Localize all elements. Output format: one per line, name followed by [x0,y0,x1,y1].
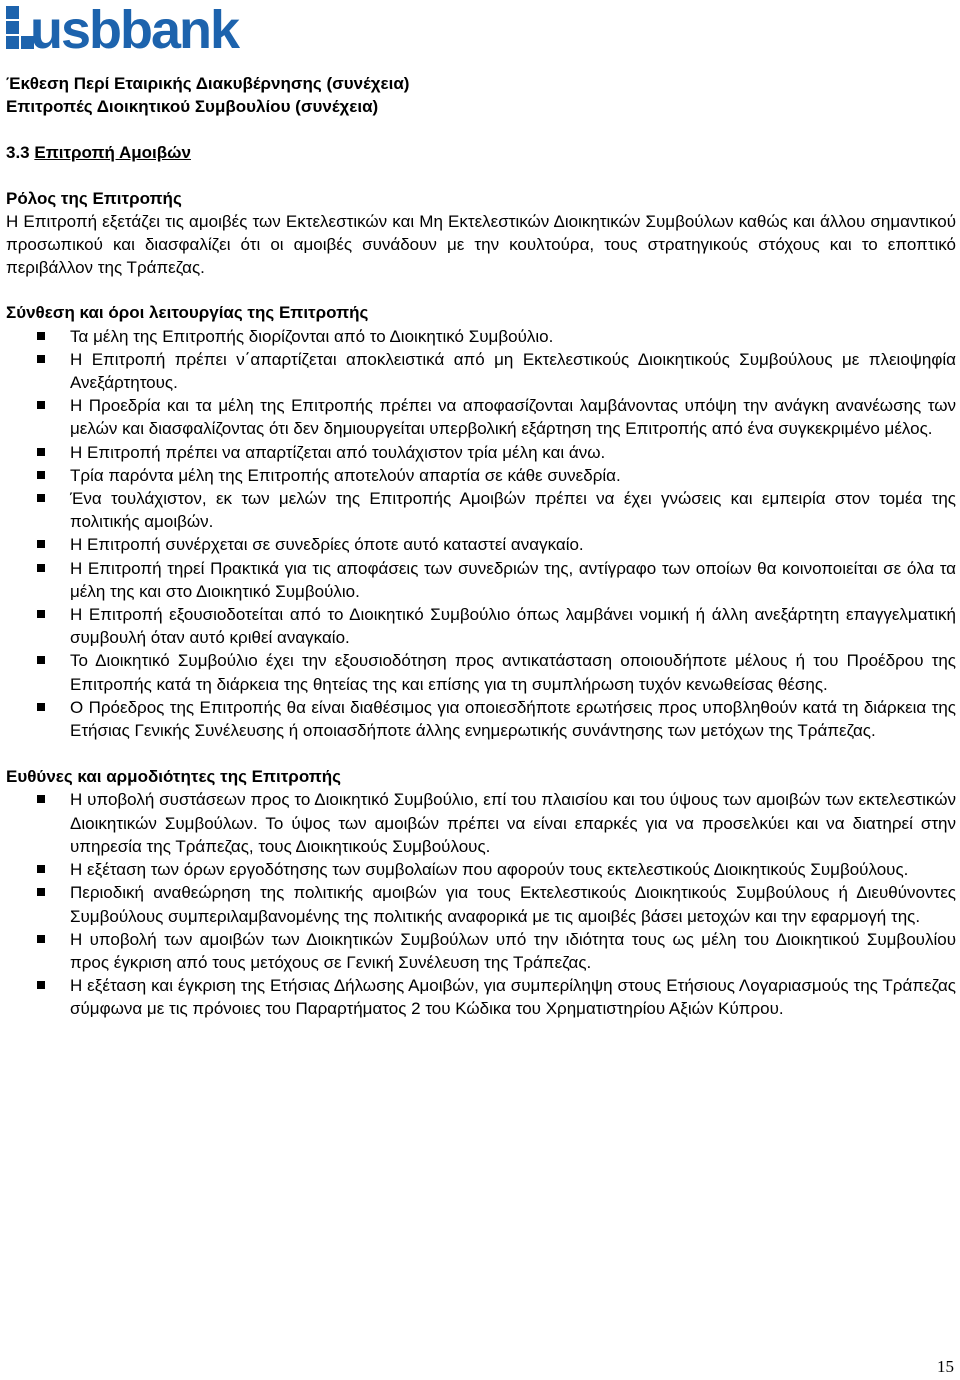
square-bullet-icon [37,795,45,803]
list-item: Η υποβολή των αμοιβών των Διοικητικών Συμβούλων υπό την ιδιότητα τους ως μέλη του Διοικητικού Συμβουλίου προς έγκριση από τους μετόχους σε Γενική Συνέλευση της Τράπεζας. [6,928,956,974]
list-item: Το Διοικητικό Συμβούλιο έχει την εξουσιοδότηση προς αντικατάσταση οποιουδήποτε μέλους ή του Προέδρου της Επιτροπής κατά τη διάρκεια της θητείας της και επίσης για τη συμπλήρωση τυχόν κενωθείσας θέσης. [6,649,956,695]
report-subtitle: Επιτροπές Διοικητικού Συμβουλίου (συνέχεια) [6,97,379,117]
square-bullet-icon [37,703,45,711]
square-bullet-icon [37,332,45,340]
list-item: Η Επιτροπή εξουσιοδοτείται από το Διοικητικό Συμβούλιο όπως λαμβάνει νομική ή άλλη ανεξάρτητη επαγγελματική συμβουλή όταν αυτό κριθεί αναγκαίο. [6,603,956,649]
square-bullet-icon [37,355,45,363]
section-heading [6,141,956,164]
composition-heading: Σύνθεση και όροι λειτουργίας της Επιτροπής [6,303,369,323]
square-bullet-icon [37,564,45,572]
list-item: Η υποβολή συστάσεων προς το Διοικητικό Συμβούλιο, επί του πλαισίου και του ύψους των αμοιβών των εκτελεστικών Διοικητικών Συμβούλων. Το ύψος των αμοιβών πρέπει να είναι επαρκές για να προσελκύει και να διατηρεί στην υπηρεσία της Τράπεζας, τους Διοικητικούς Συμβούλους. [6,788,956,858]
list-item: Η Επιτροπή πρέπει ν΄απαρτίζεται αποκλειστικά από μη Εκτελεστικούς Διοικητικούς Συμβούλους με πλειοψηφία Ανεξάρτητους. [6,348,956,394]
list-item: Περιοδική αναθεώρηση της πολιτικής αμοιβών για τους Εκτελεστικούς Διοικητικούς Συμβούλους ή Διευθύνοντες Συμβούλους συμπεριλαμβανομένης της πολιτικής αναφορικά με τις αμοιβές βάσει μετοχών και την εφαρμογή της. [6,881,956,927]
square-bullet-icon [37,610,45,618]
square-bullet-icon [37,448,45,456]
responsibilities-heading: Ευθύνες και αρμοδιότητες της Επιτροπής [6,767,341,787]
list-item: Η Επιτροπή συνέρχεται σε συνεδρίες όποτε αυτό καταστεί αναγκαίο. [6,533,956,556]
report-title: Έκθεση Περί Εταιρικής Διακυβέρνησης (συνέχεια) [6,74,410,93]
square-bullet-icon [37,981,45,989]
role-text: Η Επιτροπή εξετάζει τις αμοιβές των Εκτελεστικών και Μη Εκτελεστικών Διοικητικών Συμβούλων καθώς και άλλου σημαντικού προσωπικού και διασφαλίζει ότι οι αμοιβές συνάδουν με την κουλτούρα, τους στρατηγικούς στόχους και το εποπτικό περιβάλλον της Τράπεζας. [6,211,956,278]
composition-list [6,325,956,743]
list-item: Η Επιτροπή τηρεί Πρακτικά για τις αποφάσεις των συνεδριών της, αντίγραφο των οποίων θα κοινοποιείται σε όλα τα μέλη της και στο Διοικητικό Συμβούλιο. [6,557,956,603]
square-bullet-icon [37,888,45,896]
responsibilities-list [6,788,956,1020]
list-item: Η Προεδρία και τα μέλη της Επιτροπής πρέπει να αποφασίζονται λαμβάνοντας υπόψη την ανάγκη ανανέωσης των μελών και διασφαλίζοντας ότι δεν δημιουργείται υπερβολική εξάρτηση της Επιτροπής από ένα συγκεκριμένο μέλος. [6,394,956,440]
square-bullet-icon [37,865,45,873]
document-body [6,72,956,1021]
square-bullet-icon [37,401,45,409]
section-number: 3.3 [6,143,30,163]
list-item: Ο Πρόεδρος της Επιτροπής θα είναι διαθέσιμος για οποιεσδήποτε ερωτήσεις προς υποβληθούν κατά τη διάρκεια της Ετήσιας Γενικής Συνέλευσης ή οποιασδήποτε άλλης ενημερωτικής συνάντησης των μετόχων της Τράπεζας. [6,696,956,742]
list-item: Τρία παρόντα μέλη της Επιτροπής αποτελούν απαρτία σε κάθε συνεδρία. [6,464,956,487]
list-item: Η εξέταση και έγκριση της Ετήσιας Δήλωσης Αμοιβών, για συμπερίληψη στους Ετήσιους Λογαριασμούς της Τράπεζας σύμφωνα με τις πρόνοιες του Παραρτήματος 2 του Κώδικα του Χρηματιστηρίου Αξιών Κύπρου. [6,974,956,1020]
list-item: Τα μέλη της Επιτροπής διορίζονται από το Διοικητικό Συμβούλιο. [6,325,956,348]
list-item: Η εξέταση των όρων εργοδότησης των συμβολαίων που αφορούν τους εκτελεστικούς Διοικητικούς Συμβούλους. [6,858,956,881]
square-bullet-icon [37,471,45,479]
square-bullet-icon [37,935,45,943]
section-title: Επιτροπή Αμοιβών [34,143,191,163]
usbbank-logo [6,6,306,56]
list-item: Η Επιτροπή πρέπει να απαρτίζεται από τουλάχιστον τρία μέλη και άνω. [6,441,956,464]
role-heading: Ρόλος της Επιτροπής [6,188,182,208]
list-item: Ένα τουλάχιστον, εκ των μελών της Επιτροπής Αμοιβών πρέπει να έχει γνώσεις και εμπειρία στον τομέα της πολιτικής αμοιβών. [6,487,956,533]
square-bullet-icon [37,494,45,502]
page-number: 15 [937,1357,954,1376]
square-bullet-icon [37,656,45,664]
logo-wordmark: usbbank [30,6,239,56]
square-bullet-icon [37,540,45,548]
